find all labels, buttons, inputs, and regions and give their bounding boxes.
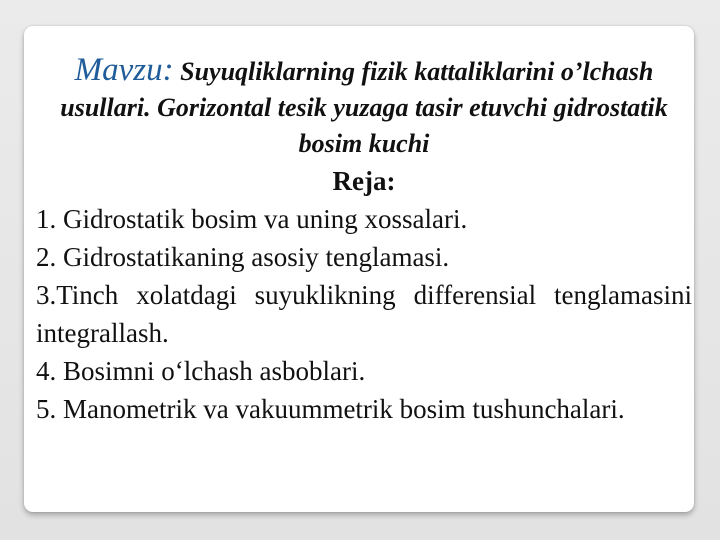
plan-item: 5. Manometrik va vakuummetrik bosim tushunchalari.	[36, 394, 625, 424]
title-text: Suyuqliklarning fizik kattaliklarini o’lchash usullari. Gorizontal tesik yuzaga tasir etuvchi gidrostatik bosim kuchi	[60, 57, 668, 158]
title-prefix: Mavzu:	[74, 52, 174, 88]
plan-item: 2. Gidrostatikaning asosiy tenglamasi.	[36, 242, 450, 272]
plan-list	[36, 200, 692, 428]
plan-heading: Reja:	[332, 166, 396, 196]
slide-card	[24, 26, 694, 512]
slide-title	[36, 52, 692, 162]
plan-item: 3.Tinch xolatdagi suyuklikning differensial tenglamasini integrallash.	[36, 280, 692, 348]
plan-item: 4. Bosimni o‘lchash asboblari.	[36, 356, 366, 386]
plan-item: 1. Gidrostatik bosim va uning xossalari.	[36, 204, 468, 234]
